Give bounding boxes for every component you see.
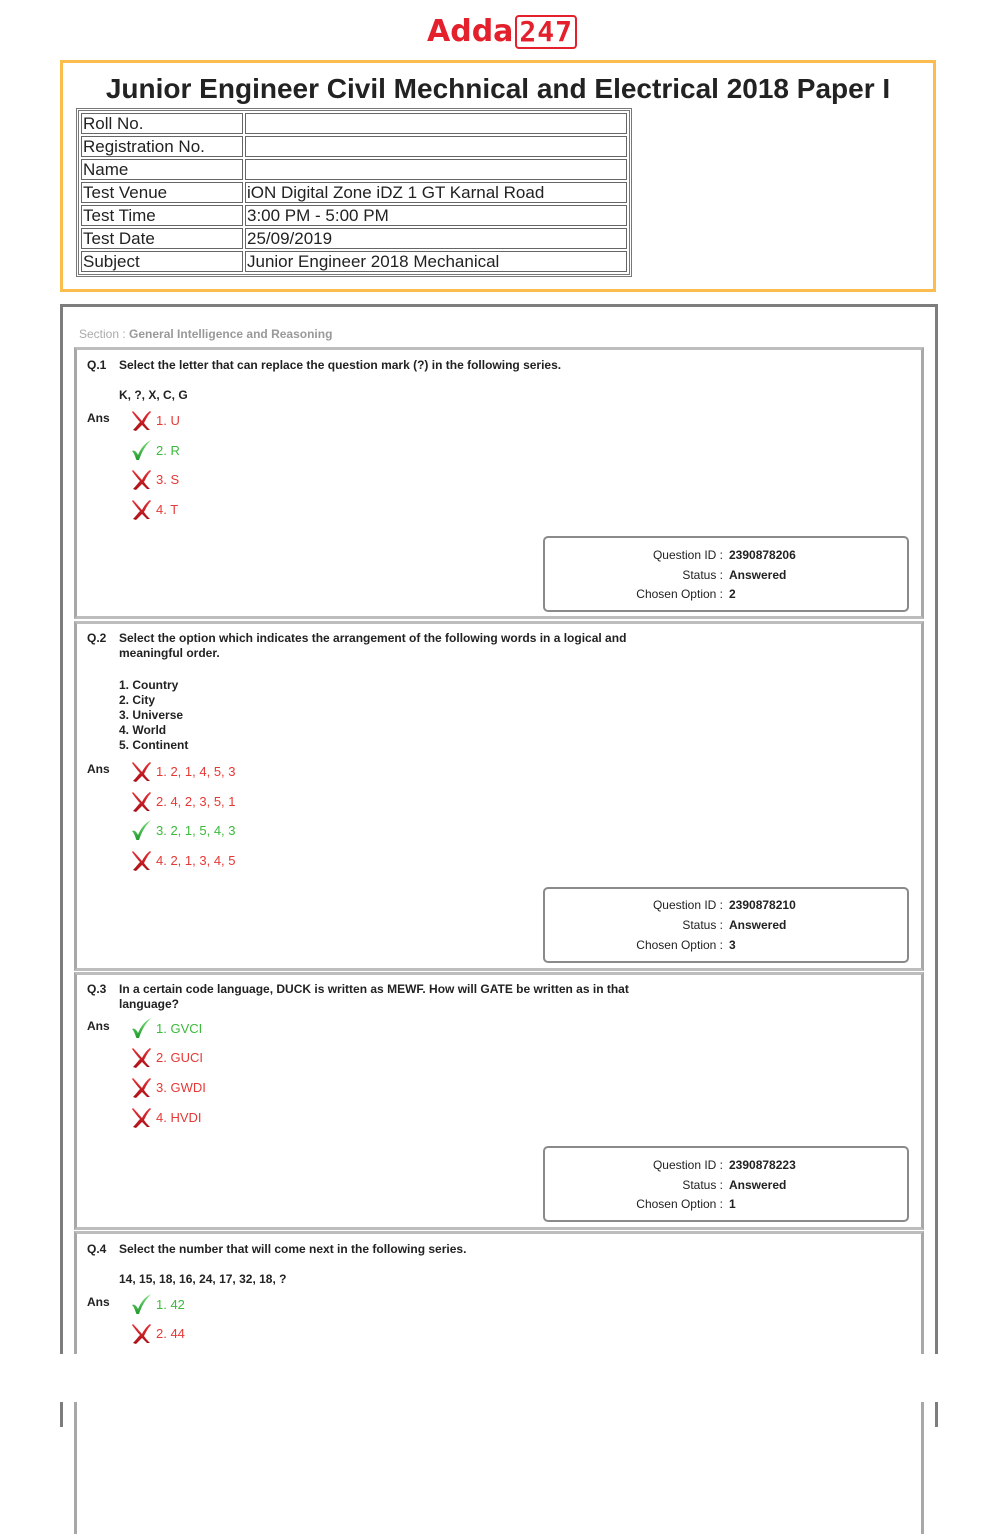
info-value — [245, 113, 627, 134]
option-2 — [129, 1045, 203, 1069]
option-2 — [129, 789, 236, 813]
meta-value: 2390878223 — [729, 1158, 796, 1172]
question-text: Select the option which indicates the arrangement of the following words in a logical and meaningful order. — [119, 631, 627, 660]
cross-icon — [129, 1105, 153, 1129]
question-number: Q.2 — [87, 631, 107, 645]
meta-status — [545, 917, 907, 933]
meta-status — [545, 567, 907, 583]
info-row-subject — [81, 251, 627, 272]
check-icon — [129, 818, 153, 842]
word-item: 4. World — [119, 723, 167, 737]
option-label: 4. HVDI — [156, 1109, 202, 1125]
option-label: 1. 2, 1, 4, 5, 3 — [156, 763, 236, 779]
option-label: 3. S — [156, 471, 180, 487]
question-text: Select the letter that can replace the question mark (?) in the following series. — [119, 358, 562, 372]
ans-label: Ans — [87, 411, 110, 425]
word-item: 1. Country — [119, 678, 179, 692]
info-label: Subject — [81, 251, 243, 272]
question-card — [74, 621, 924, 971]
option-1 — [129, 759, 236, 783]
option-1 — [129, 408, 180, 432]
info-row-test-venue — [81, 182, 627, 203]
info-label: Test Date — [81, 228, 243, 249]
option-1 — [129, 1016, 202, 1040]
meta-key: Chosen Option : — [636, 587, 723, 601]
cross-icon — [129, 759, 153, 783]
info-label: Name — [81, 159, 243, 180]
cross-icon — [129, 848, 153, 872]
info-label: Test Time — [81, 205, 243, 226]
option-1 — [129, 1292, 185, 1316]
cross-icon — [129, 1321, 153, 1345]
info-value — [245, 159, 627, 180]
meta-value: Answered — [729, 918, 787, 932]
question-number: Q.4 — [87, 1242, 107, 1256]
meta-key: Question ID : — [652, 548, 723, 562]
word-item: 5. Continent — [119, 738, 189, 752]
option-4 — [129, 497, 178, 521]
section-label — [79, 327, 332, 341]
option-4 — [129, 1105, 202, 1129]
question-word-list — [119, 678, 188, 753]
info-value: 25/09/2019 — [245, 228, 627, 249]
option-2 — [129, 1321, 185, 1345]
option-label: 2. 4, 2, 3, 5, 1 — [156, 793, 236, 809]
cross-icon — [129, 408, 153, 432]
check-icon — [129, 438, 153, 462]
section-prefix: Section : — [79, 327, 130, 341]
info-row-name — [81, 159, 627, 180]
meta-value: 1 — [729, 1197, 736, 1211]
meta-chosen-option — [545, 586, 907, 602]
option-label: 3. 2, 1, 5, 4, 3 — [156, 822, 236, 838]
meta-status — [545, 1177, 907, 1193]
option-label: 1. 42 — [156, 1296, 185, 1312]
meta-value: 3 — [729, 938, 736, 952]
word-item: 3. Universe — [119, 708, 184, 722]
page-cutoff — [0, 1354, 992, 1402]
meta-key: Chosen Option : — [636, 1197, 723, 1211]
info-value: 3:00 PM - 5:00 PM — [245, 205, 627, 226]
option-label: 4. 2, 1, 3, 4, 5 — [156, 852, 236, 868]
check-icon — [129, 1292, 153, 1316]
question-number: Q.3 — [87, 982, 107, 996]
option-2 — [129, 438, 180, 462]
question-card — [74, 347, 924, 619]
option-3 — [129, 467, 179, 491]
cross-icon — [129, 467, 153, 491]
question-text: In a certain code language, DUCK is written as MEWF. How will GATE be written as in that language? — [119, 982, 629, 1011]
info-label: Roll No. — [81, 113, 243, 134]
meta-question-id — [545, 547, 907, 563]
meta-chosen-option — [545, 937, 907, 953]
option-label: 4. T — [156, 501, 179, 517]
adda247-logo — [427, 14, 577, 50]
question-meta — [543, 536, 909, 612]
option-label: 2. 44 — [156, 1325, 185, 1341]
section-name: General Intelligence and Reasoning — [129, 327, 333, 341]
info-row-registration-no — [81, 136, 627, 157]
meta-key: Question ID : — [652, 898, 723, 912]
meta-key: Status : — [682, 918, 723, 932]
meta-value: Answered — [729, 568, 787, 582]
option-3 — [129, 818, 236, 842]
exam-header — [60, 60, 936, 292]
info-value: Junior Engineer 2018 Mechanical — [245, 251, 627, 272]
cross-icon — [129, 1075, 153, 1099]
logo-word: Adda — [427, 14, 514, 49]
question-card — [74, 972, 924, 1230]
info-row-roll-no — [81, 113, 627, 134]
info-value: iON Digital Zone iDZ 1 GT Karnal Road — [245, 182, 627, 203]
candidate-info-table — [76, 108, 632, 277]
info-label: Test Venue — [81, 182, 243, 203]
question-series: 14, 15, 18, 16, 24, 17, 32, 18, ? — [119, 1272, 287, 1286]
meta-value: Answered — [729, 1178, 787, 1192]
option-label: 1. U — [156, 412, 180, 428]
question-meta — [543, 1146, 909, 1222]
option-3 — [129, 1075, 206, 1099]
cross-icon — [129, 497, 153, 521]
option-label: 3. GWDI — [156, 1079, 206, 1095]
info-label: Registration No. — [81, 136, 243, 157]
meta-value: 2 — [729, 587, 736, 601]
info-row-test-time — [81, 205, 627, 226]
option-4 — [129, 848, 236, 872]
meta-chosen-option — [545, 1196, 907, 1212]
logo-number: 247 — [515, 15, 577, 49]
question-meta — [543, 887, 909, 963]
meta-value: 2390878210 — [729, 898, 796, 912]
option-label: 2. R — [156, 442, 180, 458]
meta-value: 2390878206 — [729, 548, 796, 562]
question-text: Select the number that will come next in the following series. — [119, 1242, 467, 1256]
question-number: Q.1 — [87, 358, 107, 372]
meta-key: Question ID : — [652, 1158, 723, 1172]
meta-question-id — [545, 1157, 907, 1173]
ans-label: Ans — [87, 1295, 110, 1309]
meta-key: Status : — [682, 1178, 723, 1192]
option-label: 2. GUCI — [156, 1049, 203, 1065]
meta-key: Status : — [682, 568, 723, 582]
meta-question-id — [545, 897, 907, 913]
question-series: K, ?, X, C, G — [119, 388, 188, 402]
cross-icon — [129, 789, 153, 813]
info-value — [245, 136, 627, 157]
word-item: 2. City — [119, 693, 156, 707]
cross-icon — [129, 1045, 153, 1069]
ans-label: Ans — [87, 1019, 110, 1033]
page-title: Junior Engineer Civil Mechnical and Electrical 2018 Paper I — [105, 73, 891, 104]
meta-key: Chosen Option : — [636, 938, 723, 952]
option-label: 1. GVCI — [156, 1020, 203, 1036]
ans-label: Ans — [87, 762, 110, 776]
check-icon — [129, 1016, 153, 1040]
question-paper — [60, 304, 938, 1427]
info-row-test-date — [81, 228, 627, 249]
